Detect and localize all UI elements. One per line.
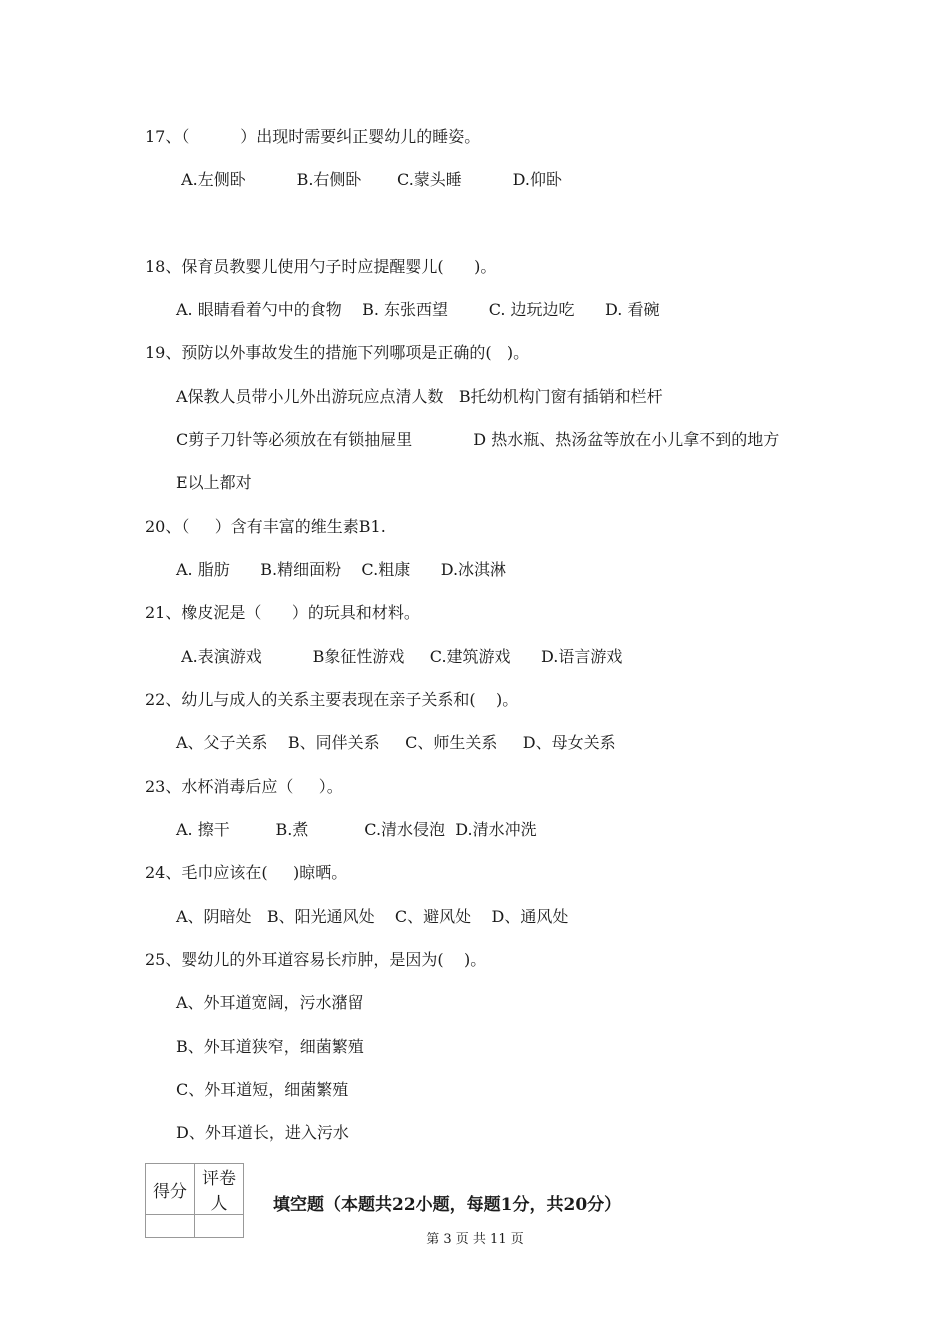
question-19-option-cd: C剪子刀针等必须放在有锁抽屉里 D 热水瓶、热汤盆等放在小儿拿不到的地方 — [176, 430, 780, 449]
grader-label: 评卷人 — [195, 1164, 244, 1215]
question-18-options: A. 眼睛看着勺中的食物 B. 东张西望 C. 边玩边吃 D. 看碗 — [176, 300, 660, 319]
question-17-stem: 17、（ ）出现时需要纠正婴幼儿的睡姿。 — [145, 127, 481, 146]
question-21-stem: 21、橡皮泥是（ ）的玩具和材料。 — [145, 603, 420, 622]
question-20-options: A. 脂肪 B.精细面粉 C.粗康 D.冰淇淋 — [176, 560, 507, 579]
question-25-stem: 25、婴幼儿的外耳道容易长疖肿，是因为( )。 — [145, 950, 487, 969]
question-17-options: A.左侧卧 B.右侧卧 C.蒙头睡 D.仰卧 — [176, 170, 562, 189]
question-25-option-c: C、外耳道短，细菌繁殖 — [176, 1080, 349, 1099]
section-title: 填空题（本题共22小题，每题1分，共20分） — [273, 1195, 622, 1215]
question-23-stem: 23、水杯消毒后应（ ）。 — [145, 777, 343, 796]
score-box — [145, 1163, 244, 1238]
score-label: 得分 — [146, 1164, 195, 1215]
question-19-option-e: E以上都对 — [176, 473, 252, 492]
question-24-stem: 24、毛巾应该在( )晾晒。 — [145, 863, 348, 882]
question-22-stem: 22、幼儿与成人的关系主要表现在亲子关系和( )。 — [145, 690, 519, 709]
question-20-stem: 20、（ ）含有丰富的维生素B1. — [145, 517, 386, 536]
question-25-option-a: A、外耳道宽阔，污水潴留 — [176, 993, 364, 1012]
question-25-option-d: D、外耳道长，进入污水 — [176, 1123, 349, 1142]
question-22-options: A、父子关系 B、同伴关系 C、师生关系 D、母女关系 — [176, 733, 616, 752]
question-24-options: A、阴暗处 B、阳光通风处 C、避风处 D、通风处 — [176, 907, 569, 926]
question-21-options: A.表演游戏 B象征性游戏 C.建筑游戏 D.语言游戏 — [176, 647, 623, 666]
question-23-options: A. 擦干 B.煮 C.清水侵泡 D.清水冲洗 — [176, 820, 537, 839]
question-19-stem: 19、预防以外事故发生的措施下列哪项是正确的( )。 — [145, 343, 530, 362]
page-footer: 第 3 页 共 11 页 — [426, 1232, 524, 1247]
question-18-stem: 18、保育员教婴儿使用勺子时应提醒婴儿( )。 — [145, 257, 497, 276]
question-19-option-ab: A保教人员带小儿外出游玩应点清人数 B托幼机构门窗有插销和栏杆 — [176, 387, 663, 406]
question-25-option-b: B、外耳道狭窄，细菌繁殖 — [176, 1037, 364, 1056]
